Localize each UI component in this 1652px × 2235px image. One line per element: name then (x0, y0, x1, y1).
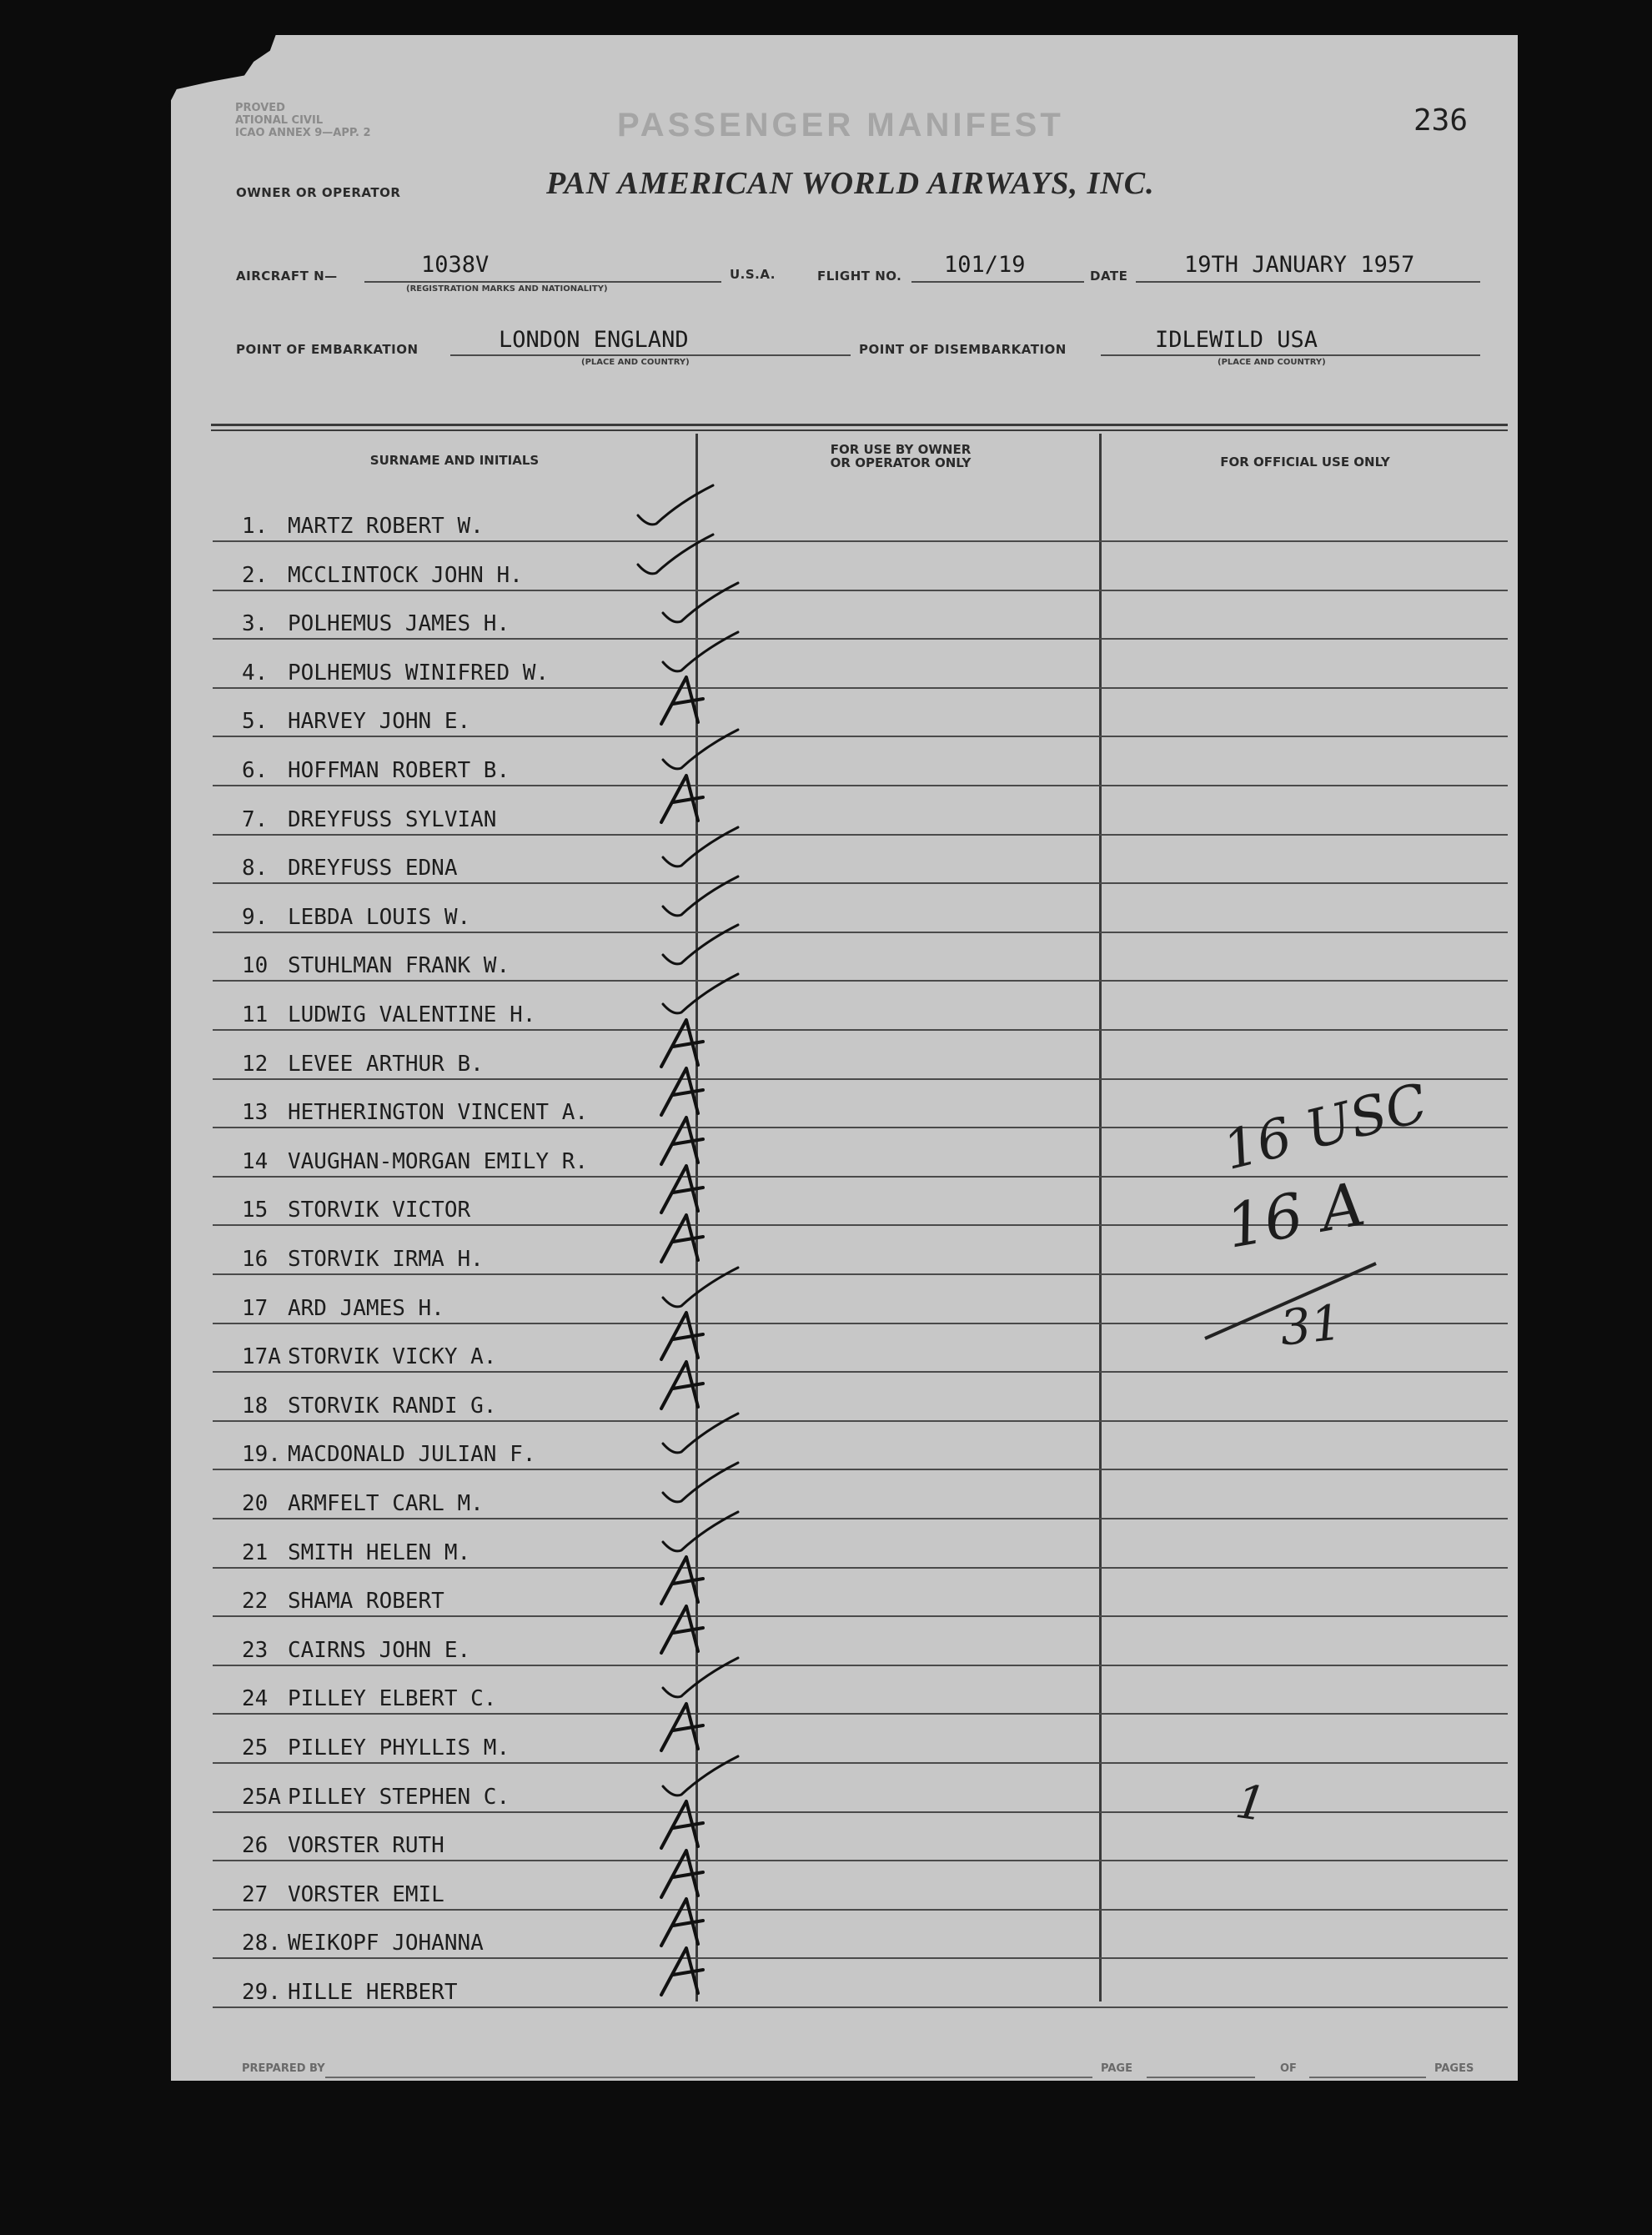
passenger-name: LEBDA LOUIS W. (288, 904, 471, 930)
passenger-number: 29. (242, 1980, 281, 2005)
passenger-row (213, 1567, 1508, 1617)
passenger-name: HARVEY JOHN E. (288, 709, 471, 735)
disembarkation-sub: (PLACE AND COUNTRY) (1218, 358, 1326, 367)
passenger-name: MACDONALD JULIAN F. (288, 1442, 536, 1468)
passenger-number: 4. (242, 660, 269, 686)
passenger-number: 21 (242, 1539, 269, 1565)
passenger-row (213, 492, 1508, 542)
names-column-header: SURNAME AND INITIALS (369, 453, 540, 468)
passenger-name: VORSTER EMIL (288, 1881, 444, 1907)
passenger-number: 10 (242, 953, 269, 979)
pages-label: PAGES (1434, 2062, 1474, 2075)
disembarkation-label: POINT OF DISEMBARKATION (859, 342, 1067, 357)
passenger-number: 11 (242, 1002, 269, 1027)
document-title: PASSENGER MANIFEST (617, 107, 1064, 143)
passenger-row (213, 1469, 1508, 1519)
aircraft-underline (364, 281, 721, 283)
passenger-name: DREYFUSS SYLVIAN (288, 806, 497, 832)
owner-column-header (767, 443, 1034, 470)
passenger-row (213, 1616, 1508, 1666)
official-column-header: FOR OFFICIAL USE ONLY (1220, 455, 1390, 470)
passenger-number: 28. (242, 1931, 281, 1956)
page-underline (1147, 2077, 1255, 2078)
passenger-name: STORVIK RANDI G. (288, 1393, 497, 1419)
passenger-row (213, 786, 1508, 836)
passenger-name: LUDWIG VALENTINE H. (288, 1002, 536, 1027)
official-tick: 1 (1232, 1774, 1269, 1833)
passenger-name: LEVEE ARTHUR B. (288, 1051, 484, 1077)
passenger-row (213, 590, 1508, 640)
passenger-row (213, 1861, 1508, 1911)
flight-label: FLIGHT NO. (817, 269, 902, 284)
passenger-row (213, 1714, 1508, 1764)
passenger-number: 22 (242, 1589, 269, 1615)
passenger-number: 3. (242, 611, 269, 637)
flight-underline (911, 281, 1084, 283)
passenger-number: 26 (242, 1833, 269, 1859)
usa-label: U.S.A. (730, 267, 776, 282)
passenger-row (213, 1519, 1508, 1569)
stamp-line: PROVED (235, 102, 285, 114)
owner-column-header-line: FOR USE BY OWNER (830, 442, 972, 457)
passenger-row (213, 1763, 1508, 1813)
passenger-name: PILLEY STEPHEN C. (288, 1784, 510, 1810)
passenger-number: 6. (242, 758, 269, 783)
passenger-name: SMITH HELEN M. (288, 1539, 471, 1565)
passenger-number: 20 (242, 1491, 269, 1516)
of-underline (1309, 2077, 1426, 2078)
embarkation-sub: (PLACE AND COUNTRY) (581, 358, 690, 367)
passenger-name: POLHEMUS JAMES H. (288, 611, 510, 637)
passenger-name: STORVIK IRMA H. (288, 1247, 484, 1272)
passenger-name: VORSTER RUTH (288, 1833, 444, 1859)
passenger-row (213, 541, 1508, 591)
passenger-row (213, 1909, 1508, 1959)
passenger-number: 7. (242, 806, 269, 832)
passenger-number: 17 (242, 1295, 269, 1321)
embarkation-value: LONDON ENGLAND (499, 327, 689, 353)
passenger-number: 16 (242, 1247, 269, 1272)
passenger-name: DREYFUSS EDNA (288, 856, 458, 881)
passenger-name: PILLEY PHYLLIS M. (288, 1735, 510, 1760)
passenger-number: 15 (242, 1198, 269, 1223)
passenger-name: STORVIK VICTOR (288, 1198, 471, 1223)
passenger-number: 13 (242, 1100, 269, 1126)
passenger-name: CAIRNS JOHN E. (288, 1637, 471, 1663)
prepared-by-underline (325, 2077, 1092, 2078)
passenger-row (213, 736, 1508, 786)
owner-column-header-line: OR OPERATOR ONLY (830, 455, 972, 470)
prepared-by-label: PREPARED BY (242, 2062, 325, 2075)
embarkation-label: POINT OF EMBARKATION (236, 342, 419, 357)
date-value: 19TH JANUARY 1957 (1184, 252, 1415, 278)
disembarkation-value: IDLEWILD USA (1155, 327, 1318, 353)
passenger-name: SHAMA ROBERT (288, 1589, 444, 1615)
table-top-rule (211, 424, 1508, 426)
disembarkation-underline (1101, 354, 1480, 356)
passenger-row (213, 1665, 1508, 1715)
passenger-name: PILLEY ELBERT C. (288, 1686, 497, 1712)
date-underline (1136, 281, 1480, 283)
passenger-name: MARTZ ROBERT W. (288, 514, 484, 539)
passenger-number: 25A (242, 1784, 281, 1810)
aircraft-label: AIRCRAFT N— (236, 269, 338, 284)
passenger-row (213, 932, 1508, 982)
passenger-row (213, 1958, 1508, 2008)
aircraft-sub: (REGISTRATION MARKS AND NATIONALITY) (406, 284, 608, 294)
aircraft-value: 1038V (421, 252, 490, 278)
passenger-name: HOFFMAN ROBERT B. (288, 758, 510, 783)
date-label: DATE (1090, 269, 1128, 284)
passenger-number: 18 (242, 1393, 269, 1419)
passenger-number: 5. (242, 709, 269, 735)
passenger-row (213, 981, 1508, 1031)
page-label: PAGE (1101, 2062, 1132, 2075)
approval-stamp (235, 102, 371, 139)
passenger-number: 25 (242, 1735, 269, 1760)
passenger-number: 12 (242, 1051, 269, 1077)
passenger-number: 8. (242, 856, 269, 881)
passenger-row (213, 687, 1508, 737)
owner-label: OWNER OR OPERATOR (236, 185, 401, 200)
passenger-name: STORVIK VICKY A. (288, 1344, 497, 1370)
passenger-number: 14 (242, 1148, 269, 1174)
passenger-number: 23 (242, 1637, 269, 1663)
passenger-name: ARMFELT CARL M. (288, 1491, 484, 1516)
passenger-name: HETHERINGTON VINCENT A. (288, 1100, 589, 1126)
official-note-3: 31 (1277, 1293, 1345, 1357)
passenger-name: ARD JAMES H. (288, 1295, 444, 1321)
flight-value: 101/19 (944, 252, 1026, 278)
passenger-row (213, 639, 1508, 689)
stamp-line: ATIONAL CIVIL (235, 114, 324, 127)
passenger-row (213, 834, 1508, 884)
passenger-name: POLHEMUS WINIFRED W. (288, 660, 550, 686)
passenger-row (213, 1420, 1508, 1470)
official-note-2: 16 A (1220, 1168, 1370, 1262)
passenger-row (213, 1811, 1508, 1861)
embarkation-underline (450, 354, 851, 356)
official-note-1: 16 USC (1217, 1072, 1434, 1183)
passenger-number: 2. (242, 562, 269, 588)
page-number: 236 (1413, 103, 1469, 138)
passenger-number: 24 (242, 1686, 269, 1712)
of-label: OF (1280, 2062, 1297, 2075)
passenger-number: 1. (242, 514, 269, 539)
stamp-line: ICAO ANNEX 9—APP. 2 (235, 127, 371, 139)
passenger-name: HILLE HERBERT (288, 1980, 458, 2005)
operator-name: PAN AMERICAN WORLD AIRWAYS, INC. (546, 166, 1155, 201)
passenger-name: WEIKOPF JOHANNA (288, 1931, 484, 1956)
passenger-name: VAUGHAN-MORGAN EMILY R. (288, 1148, 589, 1174)
arrival-mark-icon (655, 1943, 746, 2001)
passenger-number: 19. (242, 1442, 281, 1468)
passenger-row (213, 1372, 1508, 1422)
passenger-number: 17A (242, 1344, 281, 1370)
passenger-row (213, 1030, 1508, 1080)
official-note-stroke (1201, 1255, 1384, 1347)
passenger-number: 27 (242, 1881, 269, 1907)
passenger-number: 9. (242, 904, 269, 930)
table-top-rule-2 (211, 429, 1508, 431)
passenger-name: MCCLINTOCK JOHN H. (288, 562, 523, 588)
passenger-name: STUHLMAN FRANK W. (288, 953, 510, 979)
passenger-row (213, 883, 1508, 933)
